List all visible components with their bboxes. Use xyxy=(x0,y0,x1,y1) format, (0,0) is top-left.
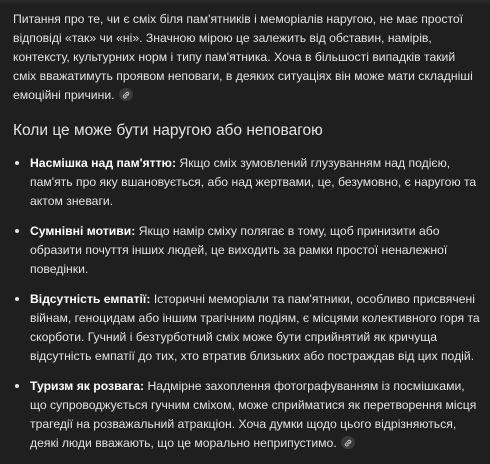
source-link-button[interactable] xyxy=(341,436,355,449)
list-item xyxy=(13,377,481,453)
bullet-dot xyxy=(15,161,19,165)
item-term: Туризм як розвага: xyxy=(30,379,145,393)
item-term: Сумнівні мотиви: xyxy=(30,224,136,238)
item-text: Якщо сміх зумовлений глузуванням над подією, пам'ять про яку вшановується, або над жертвами, це, безумовно, є наругою та актом зневаги. xyxy=(30,156,477,208)
list-item xyxy=(13,154,481,211)
bullet-dot xyxy=(15,384,19,388)
response-content xyxy=(13,10,481,464)
bullet-dot xyxy=(15,297,19,301)
item-text: Історичні меморіали та пам'ятники, особливо присвячені війнам, геноцидам або іншим трагічним подіям, є місцями колективного горя та скорботи. Гучний і безтурботний сміх може бути сприйнятий як кричуща відсутність емпатії до тих, хто втратив близьких або постраждав від цих подій. xyxy=(30,292,480,363)
list-item xyxy=(13,290,481,366)
item-text: Якщо намір сміху полягає в тому, щоб принизити або образити почуття інших людей, це виходить за рамки простої неналежної поведінки. xyxy=(30,224,448,276)
bullet-dot xyxy=(15,229,19,233)
item-term: Відсутність емпатії: xyxy=(30,292,151,306)
top-edge-shadow xyxy=(0,0,490,6)
item-text: Надмірне захоплення фотографуванням із посмішками, що супроводжується гучним сміхом, може сприйматися як перетворення місця трагедії на розважальний атракціон. Хоча думки щодо цього відрізняються, деякі люди вважають, що це морально неприпустимо. xyxy=(30,379,477,450)
item-term: Насмішка над пам'яттю: xyxy=(30,156,177,170)
link-icon xyxy=(343,438,353,448)
points-list xyxy=(13,154,481,453)
link-icon xyxy=(121,90,131,100)
section-heading: Коли це може бути наругою або неповагою xyxy=(13,122,323,139)
source-link-button[interactable] xyxy=(119,88,133,101)
intro-paragraph xyxy=(13,10,481,105)
intro-text: Питання про те, чи є сміх біля пам'ятників і меморіалів наругою, не має простої відповіді «так» чи «ні». Значною мірою це залежить від обставин, намірів, контексту, культурних норм і типу пам'ятника. Хоча в більшості випадків такий сміх вважатимуть проявом неповаги, в деяких ситуаціях він може мати складніші емоційні причини. xyxy=(13,12,473,102)
list-item xyxy=(13,222,481,279)
